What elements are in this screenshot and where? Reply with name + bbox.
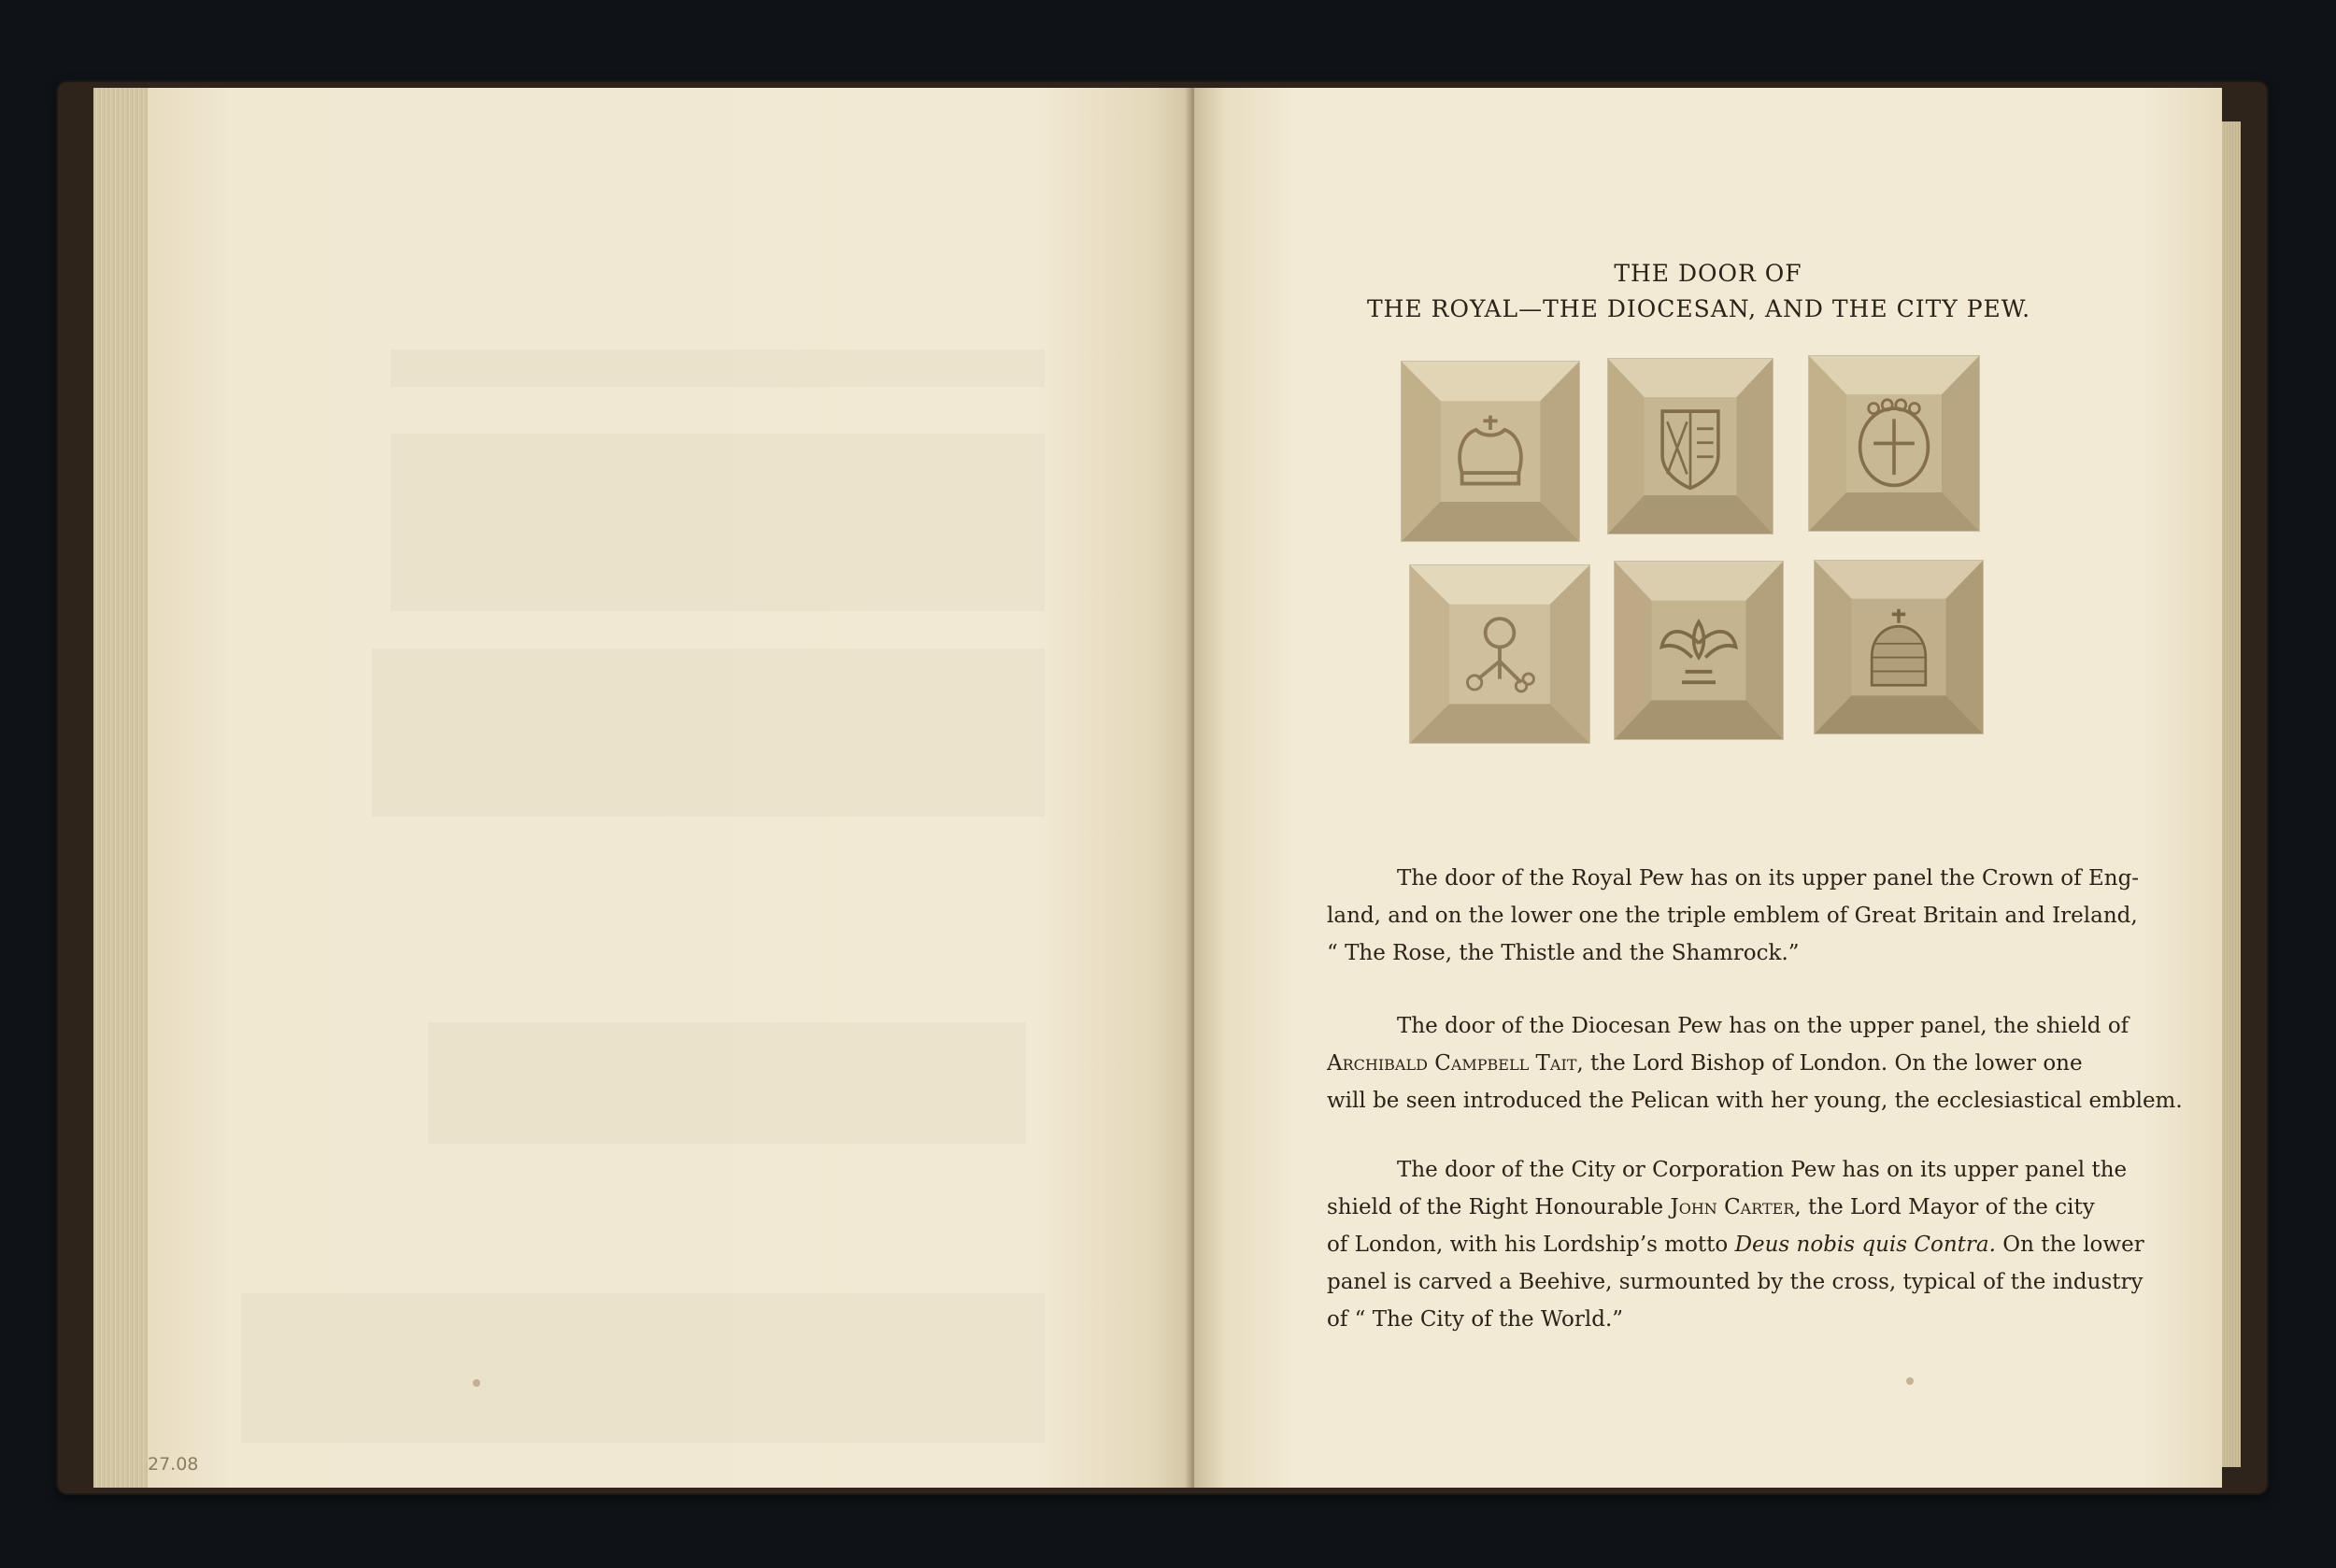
page-edges-left — [93, 88, 150, 1488]
text-line: The door of the City or Corporation Pew has on its upper panel the — [1397, 1158, 2128, 1182]
show-through-block — [241, 1293, 1045, 1443]
text-line — [1327, 1189, 2095, 1226]
text-line: of “ The City of the World.” — [1327, 1307, 1624, 1332]
text-line: land, and on the lower one the triple emblem of Great Britain and Ireland, — [1327, 904, 2138, 928]
paper-spot — [1906, 1377, 1914, 1385]
text-fragment: shield of the Right Honourable — [1327, 1195, 1671, 1219]
pelican-icon — [1615, 562, 1783, 739]
text-line: “ The Rose, the Thistle and the Shamrock.” — [1327, 941, 1800, 965]
panel-photo-bishop-shield — [1608, 359, 1773, 534]
left-page — [148, 88, 1194, 1488]
page-edges-right — [2220, 121, 2241, 1467]
show-through-block — [391, 349, 1045, 387]
plate-title-line1: THE DOOR OF — [1614, 260, 1802, 287]
crown-icon — [1402, 362, 1579, 541]
library-stamp: 27.08 — [148, 1454, 199, 1475]
panel-photo-beehive — [1815, 561, 1983, 734]
text-fragment: the Lord Mayor of the city — [1801, 1195, 2095, 1219]
latin-motto: Deus nobis quis Contra. — [1734, 1233, 1996, 1257]
beehive-icon — [1815, 561, 1983, 734]
paper-spot — [473, 1379, 480, 1387]
bishop-name: Archibald Campbell Tait, — [1327, 1051, 1584, 1076]
lord-mayor-name: John Carter, — [1670, 1195, 1802, 1219]
text-line: The door of the Royal Pew has on its upper panel the Crown of Eng- — [1397, 866, 2140, 891]
paragraph-diocesan-pew — [1327, 1007, 2183, 1119]
show-through-block — [372, 649, 1045, 817]
text-line: will be seen introduced the Pelican with her young, the ecclesiastical emblem. — [1327, 1089, 2183, 1113]
city-shield-icon — [1809, 356, 1979, 531]
text-fragment: On the lower — [1995, 1233, 2144, 1257]
panel-photo-rose-thistle-shamrock — [1410, 565, 1589, 743]
show-through-block — [428, 1022, 1026, 1144]
panel-photo-crown — [1402, 362, 1579, 541]
plate-title-line2: THE ROYAL—THE DIOCESAN, AND THE CITY PEW. — [1366, 295, 2031, 322]
text-fragment: the Lord Bishop of London. On the lower one — [1583, 1051, 2083, 1076]
text-line — [1327, 1045, 2083, 1082]
text-fragment: of London, with his Lordship’s motto — [1327, 1233, 1735, 1257]
text-line: The door of the Diocesan Pew has on the upper panel, the shield of — [1397, 1014, 2129, 1038]
show-through-block — [391, 434, 1045, 611]
shield-icon — [1608, 359, 1773, 534]
panel-photo-city-shield — [1809, 356, 1979, 531]
rose-icon — [1410, 565, 1589, 743]
text-line: panel is carved a Beehive, surmounted by the cross, typical of the industry — [1327, 1270, 2144, 1294]
panel-photo-pelican — [1615, 562, 1783, 739]
paragraph-city-pew — [1327, 1151, 2144, 1338]
text-line — [1327, 1226, 2144, 1263]
paragraph-royal-pew — [1327, 860, 2140, 972]
